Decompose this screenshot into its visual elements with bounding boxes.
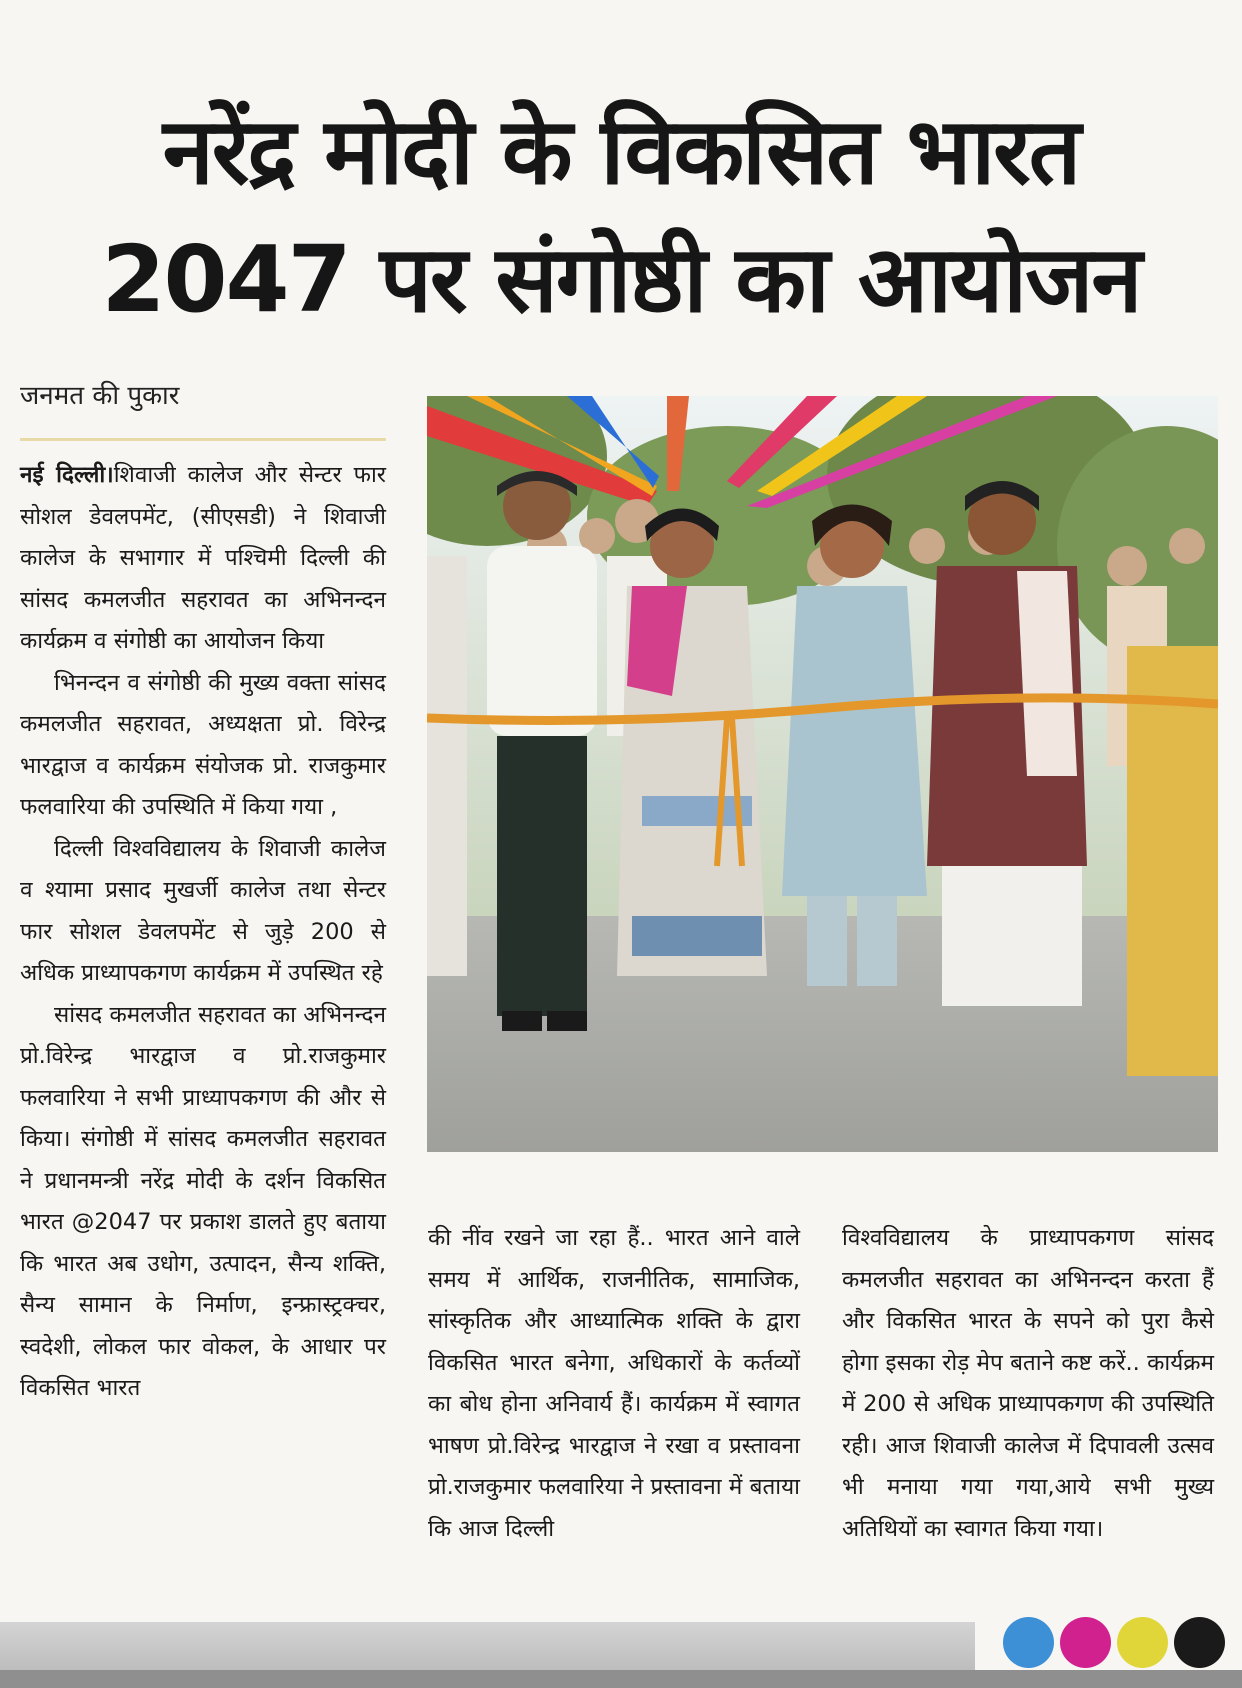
- magenta-dot: [1060, 1617, 1111, 1668]
- black-dot: [1174, 1617, 1225, 1668]
- page-bottom-bar: [0, 1622, 975, 1670]
- news-photo: [427, 396, 1218, 1152]
- byline-divider: [20, 438, 386, 441]
- lead-text: शिवाजी कालेज और सेन्टर फार सोशल डेवलपमेंट, (सीएसडी) ने शिवाजी कालेज के सभागार में पश्चिमी दिल्ली की सांसद कमलजीत सहरावत का अभिनन्दन कार्यक्रम व संगोष्ठी का आयोजन किया: [20, 462, 387, 654]
- headline-line-1: नरेंद्र मोदी के विकसित भारत: [162, 98, 1080, 205]
- paragraph-4: सांसद कमलजीत सहरावत का अभिनन्दन प्रो.विरेन्द्र भारद्वाज व प्रो.राजकुमार फलवारिया ने सभी प्राध्यापकगण की और से किया। संगोष्ठी में सांसद कमलजीत सहरावत ने प्रधानमन्त्री नरेंद्र मोदी के दर्शन विकसित भारत @2047 पर प्रकाश डालते हुए बताया कि भारत अब उधोग, उत्पादन, सैन्य शक्ति, सैन्य सामान के निर्माण, इन्फ्रास्ट्रक्चर, स्वदेशी, लोकल फार वोकल, के आधार पर विकसित भारत: [20, 1001, 386, 1401]
- middle-column-text: की नींव रखने जा रहा हैं.. भारत आने वाले समय में आर्थिक, राजनीतिक, सामाजिक, सांस्कृतिक और आध्यात्मिक शक्ति के द्वारा विकसित भारत बनेगा, अधिकारों के कर्तव्यों का बोध होना अनिवार्य हैं। कार्यक्रम में स्वागत भाषण प्रो.विरेन्द्र भारद्वाज ने रखा व प्रस्तावना प्रो.राजकुमार फलवारिया ने प्रस्तावना में बताया कि आज दिल्ली: [428, 1225, 800, 1542]
- dateline: नई दिल्ली।: [20, 462, 114, 488]
- article-column-middle: [428, 1218, 800, 1550]
- lead-paragraph: [20, 455, 386, 663]
- headline: [0, 88, 1242, 344]
- cyan-dot: [1003, 1617, 1054, 1668]
- paragraph-2: भिनन्दन व संगोष्ठी की मुख्य वक्ता सांसद कमलजीत सहरावत, अध्यक्षता प्रो. विरेन्द्र भारद्वाज व कार्यक्रम संयोजक प्रो. राजकुमार फलवारिया की उपस्थिति में किया गया ,: [20, 669, 386, 820]
- headline-line-2: 2047 पर संगोष्ठी का आयोजन: [101, 226, 1141, 333]
- right-column-text: विश्वविद्यालय के प्राध्यापकगण सांसद कमलजीत सहरावत का अभिनन्दन करता हैं और विकसित भारत के सपने को पुरा कैसे होगा इसका रोड़ मेप बताने कष्ट करें.. कार्यक्रम में 200 से अधिक प्राध्यापकगण की उपस्थिति रही। आज शिवाजी कालेज में दिपावली उत्सव भी मनाया गया गया,आये सभी मुख्य अतिथियों का स्वागत किया गया।: [842, 1225, 1214, 1542]
- ribbon-cutting-photo: [427, 396, 1218, 1152]
- byline: जनमत की पुकार: [20, 381, 180, 411]
- article-column-right: [842, 1218, 1214, 1550]
- article-column-left: [20, 455, 386, 1410]
- yellow-dot: [1117, 1617, 1168, 1668]
- paragraph-3: दिल्ली विश्वविद्यालय के शिवाजी कालेज व श्यामा प्रसाद मुखर्जी कालेज तथा सेन्टर फार सोशल डेवलपमेंट से जुड़े 200 से अधिक प्राध्यापकगण कार्यक्रम में उपस्थित रहे: [20, 835, 386, 986]
- print-registration-dots: [1003, 1617, 1225, 1673]
